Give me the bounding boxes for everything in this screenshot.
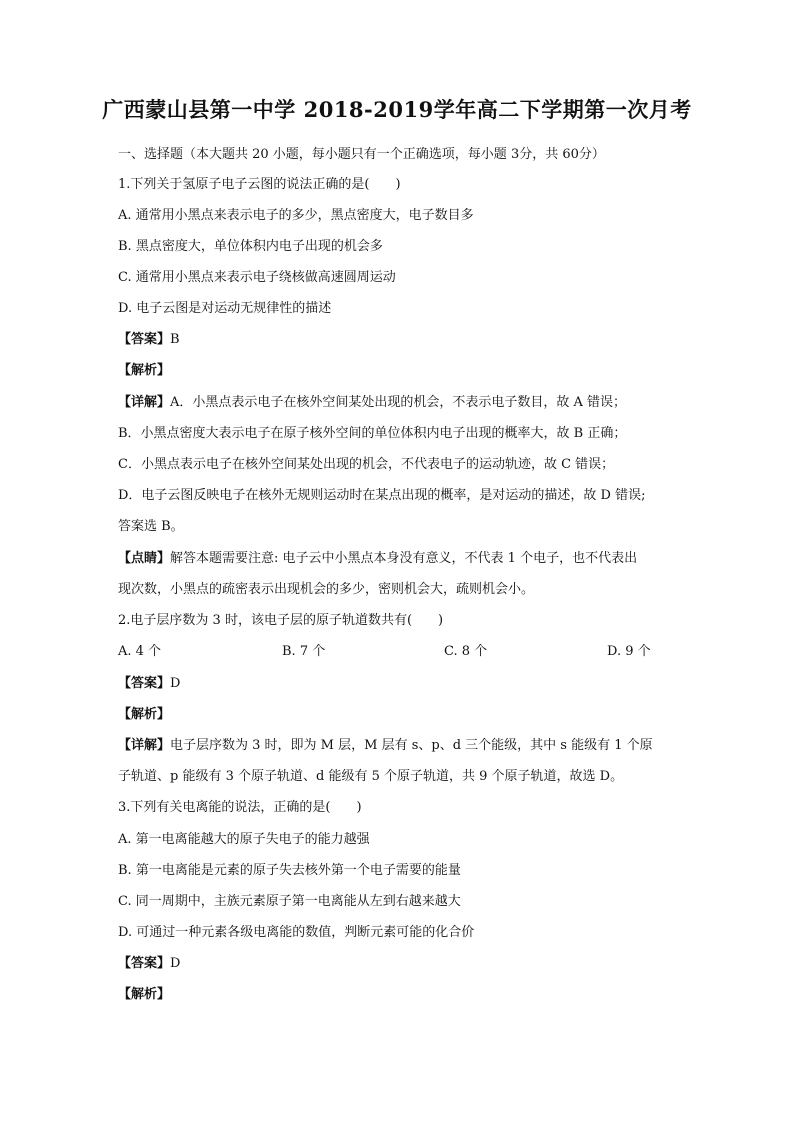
answer-tag: 【答案】 [118, 332, 171, 347]
detail-tag: 【详解】 [118, 738, 171, 753]
detail-text: 电子层序数为 3 时，即为 M 层，M 层有 s、p、d 三个能级，其中 s 能级有 1 个原 [170, 738, 653, 753]
q2-option-c: C. 8 个 [444, 644, 488, 659]
q1-detail-4: D．电子云图反映电子在核外无规则运动时在某点出现的概率，是对运动的描述，故 D 错误; [118, 488, 646, 503]
q3-option-a: A. 第一电离能越大的原子失电子的能力越强 [118, 832, 370, 847]
q2-detail-1 [118, 736, 653, 756]
q1-option-d: D. 电子云图是对运动无规律性的描述 [118, 301, 332, 316]
q1-detail-1 [118, 393, 626, 413]
q1-note-1 [118, 549, 637, 569]
note-text: 解答本题需要注意: 电子云中小黑点本身没有意义，不代表 1 个电子，也不代表出 [170, 551, 638, 566]
q1-analysis-tag: 【解析】 [118, 363, 171, 378]
q2-option-a: A. 4 个 [118, 644, 162, 659]
answer-tag: 【答案】 [118, 956, 171, 971]
detail-tag: 【详解】 [118, 395, 171, 410]
q2-detail-2: 子轨道、p 能级有 3 个原子轨道、d 能级有 5 个原子轨道，共 9 个原子轨道，故选 D。 [118, 769, 624, 784]
q1-stem: 1.下列关于氢原子电子云图的说法正确的是( ) [118, 177, 401, 192]
q1-detail-5: 答案选 B。 [118, 519, 184, 534]
page-title: 广西蒙山县第一中学 2018-2019学年高二下学期第一次月考 [102, 97, 692, 122]
detail-text: A．小黑点表示电子在核外空间某处出现的机会，不表示电子数目，故 A 错误； [170, 395, 627, 410]
q1-option-c: C. 通常用小黑点来表示电子绕核做高速圆周运动 [118, 270, 396, 285]
q1-answer [118, 330, 180, 350]
q2-stem: 2.电子层序数为 3 时，该电子层的原子轨道数共有( ) [118, 613, 444, 628]
q3-option-b: B. 第一电离能是元素的原子失去核外第一个电子需要的能量 [118, 863, 461, 878]
q3-stem: 3.下列有关电离能的说法，正确的是( ) [118, 800, 362, 815]
q1-note-2: 现次数，小黑点的疏密表示出现机会的多少，密则机会大，疏则机会小。 [118, 582, 535, 597]
q3-answer [118, 954, 180, 974]
q1-detail-3: C．小黑点表示电子在核外空间某处出现的机会，不代表电子的运动轨迹，故 C 错误； [118, 457, 615, 472]
q2-option-d: D. 9 个 [607, 644, 651, 659]
answer-value: D [170, 676, 181, 691]
q2-answer [118, 674, 180, 694]
answer-tag: 【答案】 [118, 676, 171, 691]
section-heading: 一、选择题（本大题共 20 小题，每小题只有一个正确选项，每小题 3分，共 60分） [118, 147, 605, 162]
q3-analysis-tag: 【解析】 [118, 987, 171, 1002]
q2-option-b: B. 7 个 [282, 644, 326, 659]
q1-option-a: A. 通常用小黑点来表示电子的多少，黑点密度大，电子数目多 [118, 208, 474, 223]
q2-analysis-tag: 【解析】 [118, 707, 171, 722]
q1-detail-2: B．小黑点密度大表示电子在原子核外空间的单位体积内电子出现的概率大，故 B 正确； [118, 426, 627, 441]
q3-option-c: C. 同一周期中，主族元素原子第一电离能从左到右越来越大 [118, 894, 461, 909]
q3-option-d: D. 可通过一种元素各级电离能的数值，判断元素可能的化合价 [118, 925, 475, 940]
q1-option-b: B. 黑点密度大，单位体积内电子出现的机会多 [118, 239, 383, 254]
answer-value: B [170, 332, 180, 347]
note-tag: 【点睛】 [118, 551, 171, 566]
answer-value: D [170, 956, 181, 971]
